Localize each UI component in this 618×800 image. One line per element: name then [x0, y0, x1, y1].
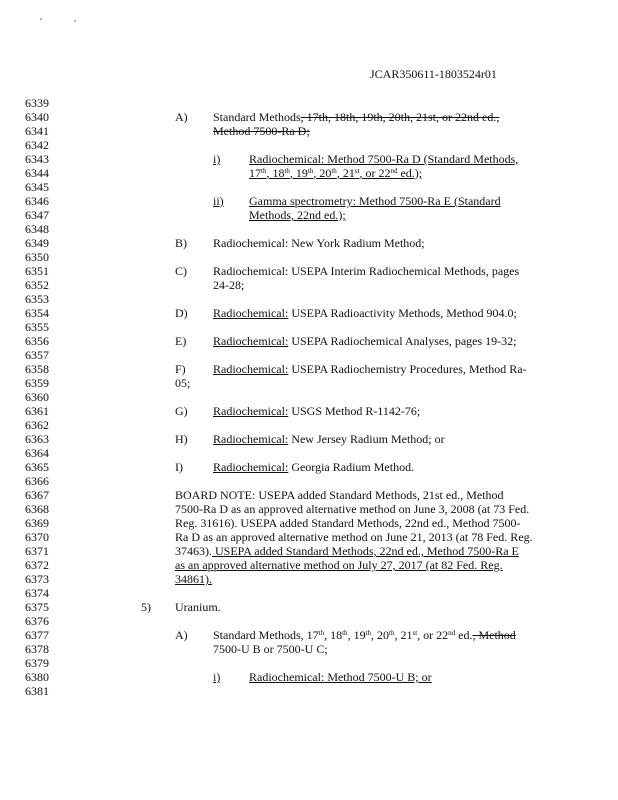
note-line: 7500-Ra D as an approved alternative method on June 3, 2008 (at 73 Fed.	[175, 502, 530, 516]
item-marker: H)	[175, 432, 188, 446]
line-number: 6350	[25, 250, 49, 264]
line-number: 6379	[25, 656, 49, 670]
item-marker: I)	[175, 460, 183, 474]
document-id: JCAR350611-1803524r01	[370, 67, 497, 81]
section-title: Uranium.	[175, 600, 221, 614]
subitem-marker: i)	[213, 670, 221, 684]
scan-speck	[40, 18, 42, 20]
line-number: 6378	[25, 642, 49, 656]
item-marker: E)	[175, 334, 187, 348]
line-number: 6380	[25, 670, 49, 684]
line-number: 6352	[25, 278, 49, 292]
line-number: 6366	[25, 474, 49, 488]
subitem-text: Radiochemical: Method 7500-U B; or	[249, 670, 432, 684]
line-number: 6360	[25, 390, 49, 404]
line-number: 6367	[25, 488, 49, 502]
item-marker: F)	[175, 362, 186, 376]
item-text: Radiochemical: USGS Method R-1142-76;	[213, 404, 421, 418]
line-number: 6355	[25, 320, 49, 334]
line-number: 6361	[25, 404, 49, 418]
line-number: 6376	[25, 614, 49, 628]
item-text: Radiochemical: USEPA Radioactivity Methods, Method 904.0;	[213, 306, 517, 320]
line-number: 6374	[25, 586, 49, 600]
subitem-text: Gamma spectrometry: Method 7500-Ra E (Standard	[249, 194, 501, 208]
line-number: 6365	[25, 460, 49, 474]
line-number: 6363	[25, 432, 49, 446]
line-number: 6357	[25, 348, 49, 362]
line-number: 6347	[25, 208, 49, 222]
item-a-text: Standard Methods	[213, 110, 301, 124]
line-number: 6358	[25, 362, 49, 376]
subitem-marker: ii)	[213, 194, 224, 208]
subitem-marker: i)	[213, 152, 221, 166]
line-number: 6339	[25, 96, 49, 110]
line-number: 6362	[25, 418, 49, 432]
subitem-text: 17th, 18th, 19th, 20th, 21st, or 22nd ed.);	[249, 166, 423, 180]
line-number: 6344	[25, 166, 49, 180]
line-number: 6356	[25, 334, 49, 348]
scan-speck	[74, 20, 76, 22]
struck-text: , Method	[472, 628, 516, 642]
line-number: 6343	[25, 152, 49, 166]
line-number: 6372	[25, 558, 49, 572]
line-number: 6370	[25, 530, 49, 544]
line-number: 6373	[25, 572, 49, 586]
line-number: 6346	[25, 194, 49, 208]
line-number: 6351	[25, 264, 49, 278]
subitem-text: Radiochemical: Method 7500-Ra D (Standard Methods,	[249, 152, 519, 166]
note-line: 37463). USEPA added Standard Methods, 22nd ed., Method 7500-Ra E	[175, 544, 519, 558]
section-marker: 5)	[141, 600, 151, 614]
line-number: 6349	[25, 236, 49, 250]
line-number: 6375	[25, 600, 49, 614]
line-number: 6359	[25, 376, 49, 390]
item-text: Radiochemical: USEPA Interim Radiochemical Methods, pages	[213, 264, 520, 278]
line-number: 6377	[25, 628, 49, 642]
item-marker: A)	[175, 110, 188, 124]
item-a-line1	[213, 111, 499, 124]
line-number: 6345	[25, 180, 49, 194]
note-line: Reg. 31616). USEPA added Standard Methods, 22nd ed., Method 7500-	[175, 516, 521, 530]
item-text: Standard Methods, 17th, 18th, 19th, 20th, 21st, or 22nd ed., Method	[213, 628, 516, 642]
line-number: 6364	[25, 446, 49, 460]
struck-text: , 17th, 18th, 19th, 20th, 21st, or 22nd ed.,	[300, 110, 500, 124]
subitem-text: Methods, 22nd ed.);	[249, 208, 346, 222]
item-text: 7500-U B or 7500-U C;	[213, 642, 328, 656]
item-text: 24-28;	[213, 278, 245, 292]
note-line: BOARD NOTE: USEPA added Standard Methods, 21st ed., Method	[175, 488, 504, 502]
line-number: 6371	[25, 544, 49, 558]
item-marker: A)	[175, 628, 188, 642]
line-number: 6381	[25, 684, 49, 698]
item-a-line2	[213, 125, 310, 138]
note-line: as an approved alternative method on July 27, 2017 (at 82 Fed. Reg.	[175, 558, 503, 572]
item-text: Radiochemical: USEPA Radiochemical Analyses, pages 19-32;	[213, 334, 517, 348]
item-text: Radiochemical: New York Radium Method;	[213, 236, 425, 250]
item-text: Radiochemical: Georgia Radium Method.	[213, 460, 415, 474]
line-number: 6353	[25, 292, 49, 306]
note-line: 34861).	[175, 572, 212, 586]
item-marker: B)	[175, 236, 187, 250]
note-line: Ra D as an approved alternative method on June 21, 2013 (at 78 Fed. Reg.	[175, 530, 533, 544]
line-number: 6369	[25, 516, 49, 530]
line-number: 6348	[25, 222, 49, 236]
line-number: 6342	[25, 138, 49, 152]
item-text: 05;	[175, 376, 191, 390]
item-marker: C)	[175, 264, 187, 278]
line-number: 6354	[25, 306, 49, 320]
item-text: Radiochemical: USEPA Radiochemistry Procedures, Method Ra-	[213, 362, 527, 376]
struck-text: Method 7500-Ra D;	[213, 124, 310, 138]
item-marker: D)	[175, 306, 188, 320]
item-text: Radiochemical: New Jersey Radium Method; or	[213, 432, 445, 446]
line-number: 6340	[25, 110, 49, 124]
item-marker: G)	[175, 404, 188, 418]
line-number: 6341	[25, 124, 49, 138]
line-number: 6368	[25, 502, 49, 516]
